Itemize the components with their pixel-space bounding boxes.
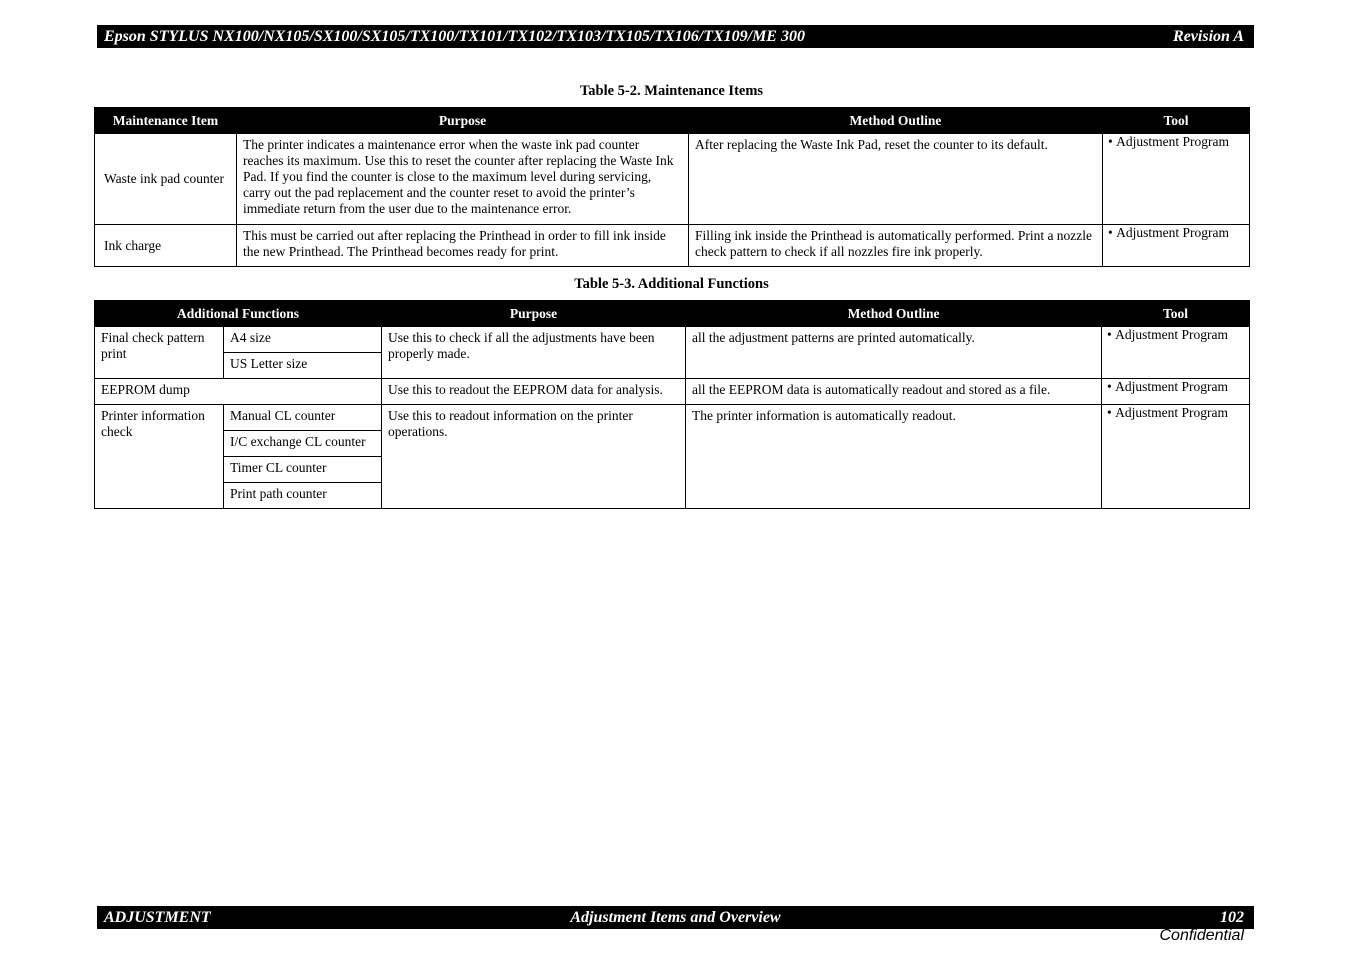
tool-cell: • Adjustment Program — [1103, 134, 1250, 225]
function-cell: Printer information check — [95, 405, 224, 509]
method-cell: all the adjustment patterns are printed automatically. — [686, 327, 1102, 379]
sub-function-cell: Manual CL counter — [224, 405, 382, 431]
purpose-cell: Use this to readout the EEPROM data for analysis. — [382, 379, 686, 405]
table-header-row — [95, 108, 1250, 134]
table-row — [95, 327, 1250, 353]
table1-caption: Table 5-2. Maintenance Items — [579, 83, 764, 99]
table-row — [95, 405, 1250, 431]
column-header: Method Outline — [686, 301, 1102, 327]
column-header: Purpose — [382, 301, 686, 327]
column-header: Additional Functions — [95, 301, 382, 327]
tool-cell: • Adjustment Program — [1102, 379, 1250, 405]
function-cell: EEPROM dump — [95, 379, 382, 405]
table2-caption: Table 5-3. Additional Functions — [574, 276, 769, 292]
method-cell: Filling ink inside the Printhead is automatically performed. Print a nozzle check pattern to check if all nozzles fire ink properly. — [689, 225, 1103, 267]
column-header: Maintenance Item — [95, 108, 237, 134]
purpose-cell: Use this to readout information on the printer operations. — [382, 405, 686, 509]
tool-cell: • Adjustment Program — [1102, 405, 1250, 509]
sub-function-cell: I/C exchange CL counter — [224, 431, 382, 457]
confidential-label: Confidential — [1159, 927, 1244, 944]
table-header-row — [95, 301, 1250, 327]
revision-label: Revision A — [1173, 27, 1244, 45]
table-row — [95, 225, 1250, 267]
purpose-cell: Use this to check if all the adjustments have been properly made. — [382, 327, 686, 379]
tool-cell: • Adjustment Program — [1103, 225, 1250, 267]
maintenance-item-cell: Ink charge — [95, 225, 237, 267]
column-header: Purpose — [237, 108, 689, 134]
additional-functions-table — [94, 300, 1250, 509]
table-row — [95, 134, 1250, 225]
document-title: Epson STYLUS NX100/NX105/SX100/SX105/TX100/TX101/TX102/TX103/TX105/TX106/TX109/ME 300 — [104, 27, 805, 45]
maintenance-item-cell: Waste ink pad counter — [95, 134, 237, 225]
function-cell: Final check pattern print — [95, 327, 224, 379]
purpose-cell: This must be carried out after replacing the Printhead in order to fill ink inside the new Printhead. The Printhead becomes ready for print. — [237, 225, 689, 267]
page-header-bar — [97, 25, 1254, 48]
section-label: ADJUSTMENT — [104, 908, 211, 926]
method-cell: After replacing the Waste Ink Pad, reset the counter to its default. — [689, 134, 1103, 225]
method-cell: all the EEPROM data is automatically readout and stored as a file. — [686, 379, 1102, 405]
sub-function-cell: Timer CL counter — [224, 457, 382, 483]
page-footer-bar — [97, 906, 1254, 929]
maintenance-items-table — [94, 107, 1250, 267]
purpose-cell: The printer indicates a maintenance error when the waste ink pad counter reaches its maximum. Use this to reset the counter after replacing the Waste Ink Pad. If you find the counter is close to the maximum level during servicing, carry out the pad replacement and the counter reset to avoid the printer’s immediate return from the user due to the maintenance error. — [237, 134, 689, 225]
sub-function-cell: A4 size — [224, 327, 382, 353]
table-row — [95, 379, 1250, 405]
sub-function-cell: Print path counter — [224, 483, 382, 509]
sub-function-cell: US Letter size — [224, 353, 382, 379]
footer-title: Adjustment Items and Overview — [570, 908, 781, 926]
tool-cell: • Adjustment Program — [1102, 327, 1250, 379]
column-header: Tool — [1103, 108, 1250, 134]
column-header: Method Outline — [689, 108, 1103, 134]
method-cell: The printer information is automatically readout. — [686, 405, 1102, 509]
page-number: 102 — [1220, 908, 1244, 926]
column-header: Tool — [1102, 301, 1250, 327]
